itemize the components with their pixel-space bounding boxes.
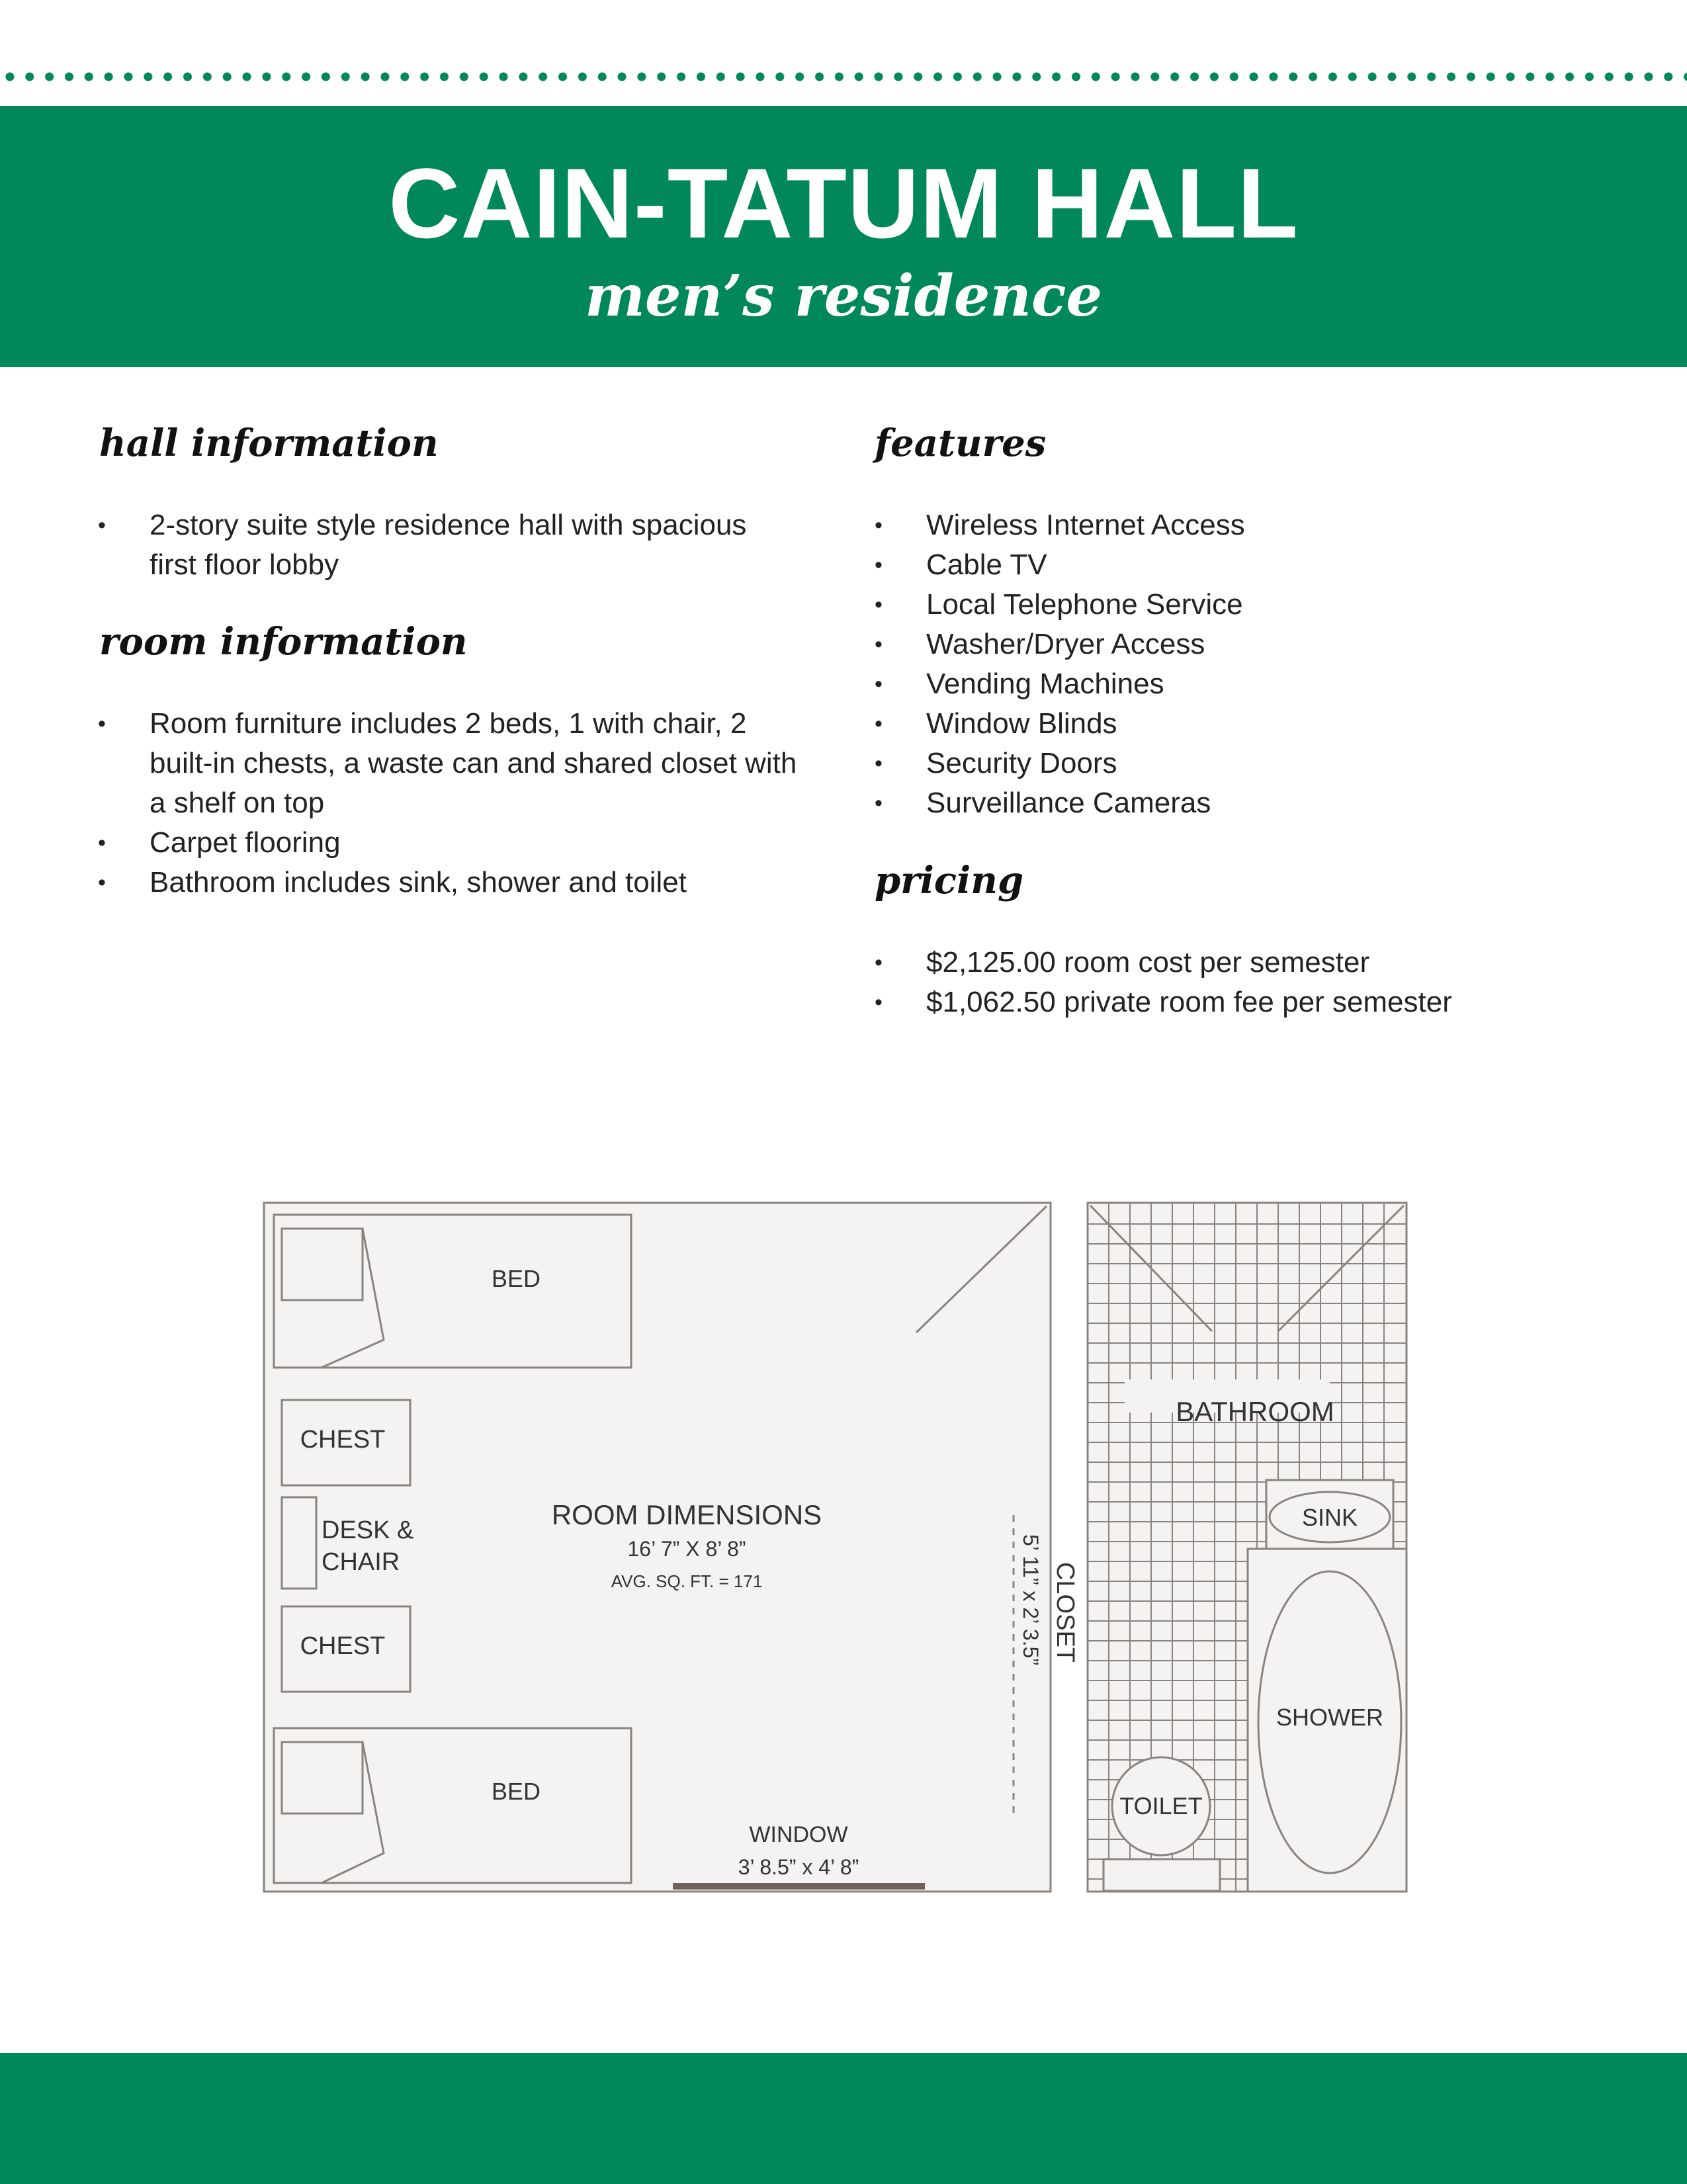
toilet-label: TOILET [1119,1792,1203,1819]
window-label: WINDOW [749,1822,848,1847]
window-dimensions: 3’ 8.5” x 4’ 8” [738,1855,859,1879]
hall-title: CAIN-TATUM HALL [388,148,1299,259]
desk-label-line1: DESK & [322,1516,414,1544]
list-item: • Carpet flooring [98,823,799,863]
room-dimensions-title: ROOM DIMENSIONS [551,1499,822,1530]
room-information-heading: room information [99,620,468,664]
bed-top-label: BED [491,1265,541,1292]
list-item: • Washer/Dryer Access [875,625,1602,664]
sink-label: SINK [1301,1504,1358,1531]
bed-top [274,1215,631,1368]
list-item: • Vending Machines [875,664,1602,704]
list-item: • Bathroom includes sink, shower and toilet [98,863,799,902]
list-item: • Security Doors [875,744,1602,783]
window-bar [673,1883,925,1890]
desk-label-line2: CHAIR [322,1548,400,1576]
bed-bottom-label: BED [491,1778,541,1805]
pricing-heading: pricing [875,859,1024,902]
list-item: • $2,125.00 room cost per semester [875,943,1602,983]
hall-subtitle: men’s residence [584,263,1103,329]
list-item: • 2-story suite style residence hall with spacious first floor lobby [98,505,799,585]
list-item: • Wireless Internet Access [875,505,1602,545]
list-item: • Surveillance Cameras [875,783,1602,823]
bed-bottom [274,1728,631,1883]
closet-label: CLOSET [1051,1561,1079,1663]
chest-bottom-label: CHEST [300,1632,386,1660]
room-dimensions-value: 16’ 7” X 8’ 8” [627,1537,746,1561]
hall-information-heading: hall information [99,421,439,465]
list-item: • Room furniture includes 2 beds, 1 with chair, 2 built-in chests, a waste can and shared closet with a shelf on top [98,704,799,823]
list-item: • Cable TV [875,545,1602,585]
list-item: • Local Telephone Service [875,585,1602,625]
shower-label: SHOWER [1276,1704,1383,1731]
features-heading: features [875,421,1047,465]
chest-top-label: CHEST [300,1426,386,1454]
list-item: • Window Blinds [875,704,1602,744]
list-item: • $1,062.50 private room fee per semester [875,983,1602,1022]
bathroom-label: BATHROOM [1176,1396,1334,1427]
closet-dimensions: 5’ 11” x 2’ 3.5” [1019,1534,1043,1666]
toilet-tank [1103,1859,1220,1891]
desk [282,1497,316,1589]
room-sqft: AVG. SQ. FT. = 171 [611,1571,763,1591]
footer-banner [0,2053,1687,2184]
